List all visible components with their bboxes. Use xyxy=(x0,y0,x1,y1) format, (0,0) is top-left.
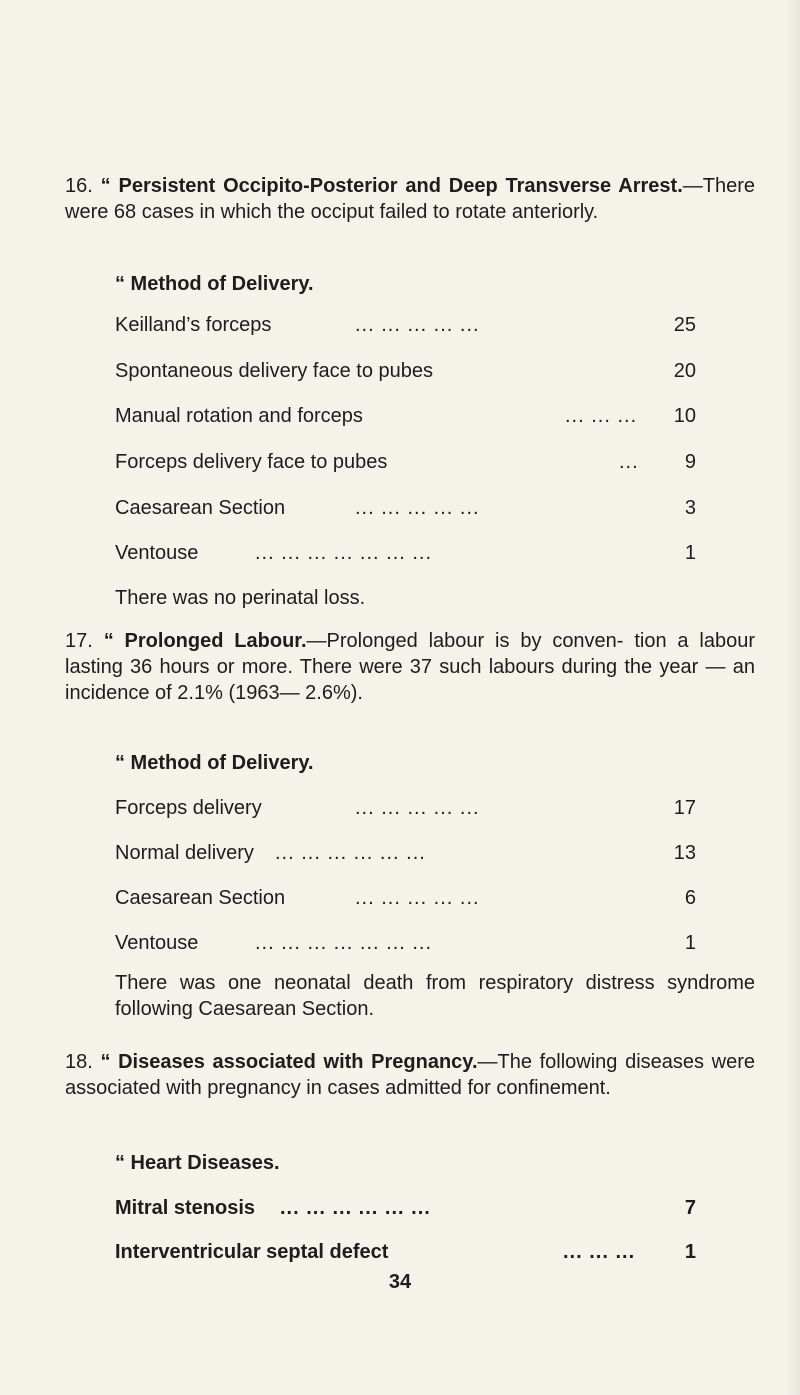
row-leader-dots: ... ... ... ... ... ... ... xyxy=(255,932,433,954)
row-leader-dots: ... ... ... xyxy=(563,1241,636,1263)
section-17-paragraph xyxy=(65,628,755,706)
row-value: 7 xyxy=(684,1197,696,1219)
s17-row-forceps xyxy=(115,795,696,821)
row-label: Caesarean Section xyxy=(115,497,286,519)
row-leader-dots: ... ... ... ... ... ... xyxy=(280,1197,431,1219)
row-leader-dots: ... ... ... ... ... ... ... xyxy=(255,542,433,564)
section-18-heart-heading: “ Heart Diseases. xyxy=(115,1152,280,1174)
section-17-text: —Prolonged labour is by conven- tion a labour lasting 36 hours or more. There were 37 such labours during the year — an incidence of 2.1% (1963— 2.6%). xyxy=(65,630,756,704)
row-leader-dots: ... ... ... ... ... xyxy=(355,797,480,819)
row-leader-dots: ... xyxy=(619,451,639,473)
section-16-title: “ Persistent Occipito-Posterior and Deep Transverse Arrest. xyxy=(100,175,683,197)
row-value: 10 xyxy=(673,405,696,427)
section-18-text: —The following diseases were associated with pregnancy in cases admitted for confinement. xyxy=(65,1051,755,1099)
s17-row-ventouse xyxy=(115,930,696,956)
s16-row-manual-rotation xyxy=(115,403,696,429)
row-value: 13 xyxy=(673,842,696,864)
section-17-title: “ Prolonged Labour. xyxy=(103,630,307,652)
section-16-text: —There were 68 cases in which the occiput failed to rotate anteriorly. xyxy=(65,175,755,223)
s18-row-interventricular xyxy=(115,1239,696,1265)
section-18-title: “ Diseases associated with Pregnancy. xyxy=(100,1051,478,1073)
row-label: Caesarean Section xyxy=(115,887,286,909)
section-17-note: There was one neonatal death from respiratory distress syndrome following Caesarean Section. xyxy=(115,972,755,1020)
row-label: Manual rotation and forceps xyxy=(115,405,363,427)
page-edge-shadow xyxy=(786,0,800,1395)
row-label: Mitral stenosis xyxy=(115,1197,256,1219)
row-value: 6 xyxy=(684,887,696,909)
section-16-method-heading: “ Method of Delivery. xyxy=(115,273,314,295)
s16-row-keilland xyxy=(115,312,696,338)
section-16-note: There was no perinatal loss. xyxy=(115,587,366,609)
section-18-number: 18. xyxy=(65,1051,93,1073)
s16-row-caesarean xyxy=(115,495,696,521)
section-17-method-heading: “ Method of Delivery. xyxy=(115,752,314,774)
s17-row-normal xyxy=(115,840,696,866)
row-label: Ventouse xyxy=(115,932,199,954)
section-17-number: 17. xyxy=(65,630,93,652)
row-value: 20 xyxy=(673,360,696,382)
row-value: 9 xyxy=(684,451,696,473)
s17-row-caesarean xyxy=(115,885,696,911)
section-16-number: 16. xyxy=(65,175,93,197)
row-label: Ventouse xyxy=(115,542,199,564)
s16-row-forceps-pubes xyxy=(115,449,696,475)
row-leader-dots: ... ... ... ... ... xyxy=(355,497,480,519)
row-leader-dots: ... ... ... ... ... ... xyxy=(275,842,426,864)
page-number: 34 xyxy=(388,1271,412,1293)
row-leader-dots: ... ... ... ... ... xyxy=(355,887,480,909)
row-label: Keilland’s forceps xyxy=(115,314,272,336)
row-label: Spontaneous delivery face to pubes xyxy=(115,360,433,382)
s18-row-mitral xyxy=(115,1195,696,1221)
row-label: Forceps delivery xyxy=(115,797,262,819)
row-label: Interventricular septal defect xyxy=(115,1241,389,1263)
s16-row-ventouse xyxy=(115,540,696,566)
section-16-paragraph xyxy=(65,173,755,225)
row-label: Forceps delivery face to pubes xyxy=(115,451,388,473)
section-18-paragraph xyxy=(65,1049,755,1101)
row-value: 25 xyxy=(673,314,696,336)
row-value: 1 xyxy=(684,1241,696,1263)
row-label: Normal delivery xyxy=(115,842,254,864)
row-leader-dots: ... ... ... ... ... xyxy=(355,314,480,336)
row-value: 1 xyxy=(684,542,696,564)
s16-row-spontaneous xyxy=(115,358,696,384)
row-value: 3 xyxy=(684,497,696,519)
row-leader-dots: ... ... ... xyxy=(565,405,638,427)
row-value: 1 xyxy=(684,932,696,954)
row-value: 17 xyxy=(673,797,696,819)
